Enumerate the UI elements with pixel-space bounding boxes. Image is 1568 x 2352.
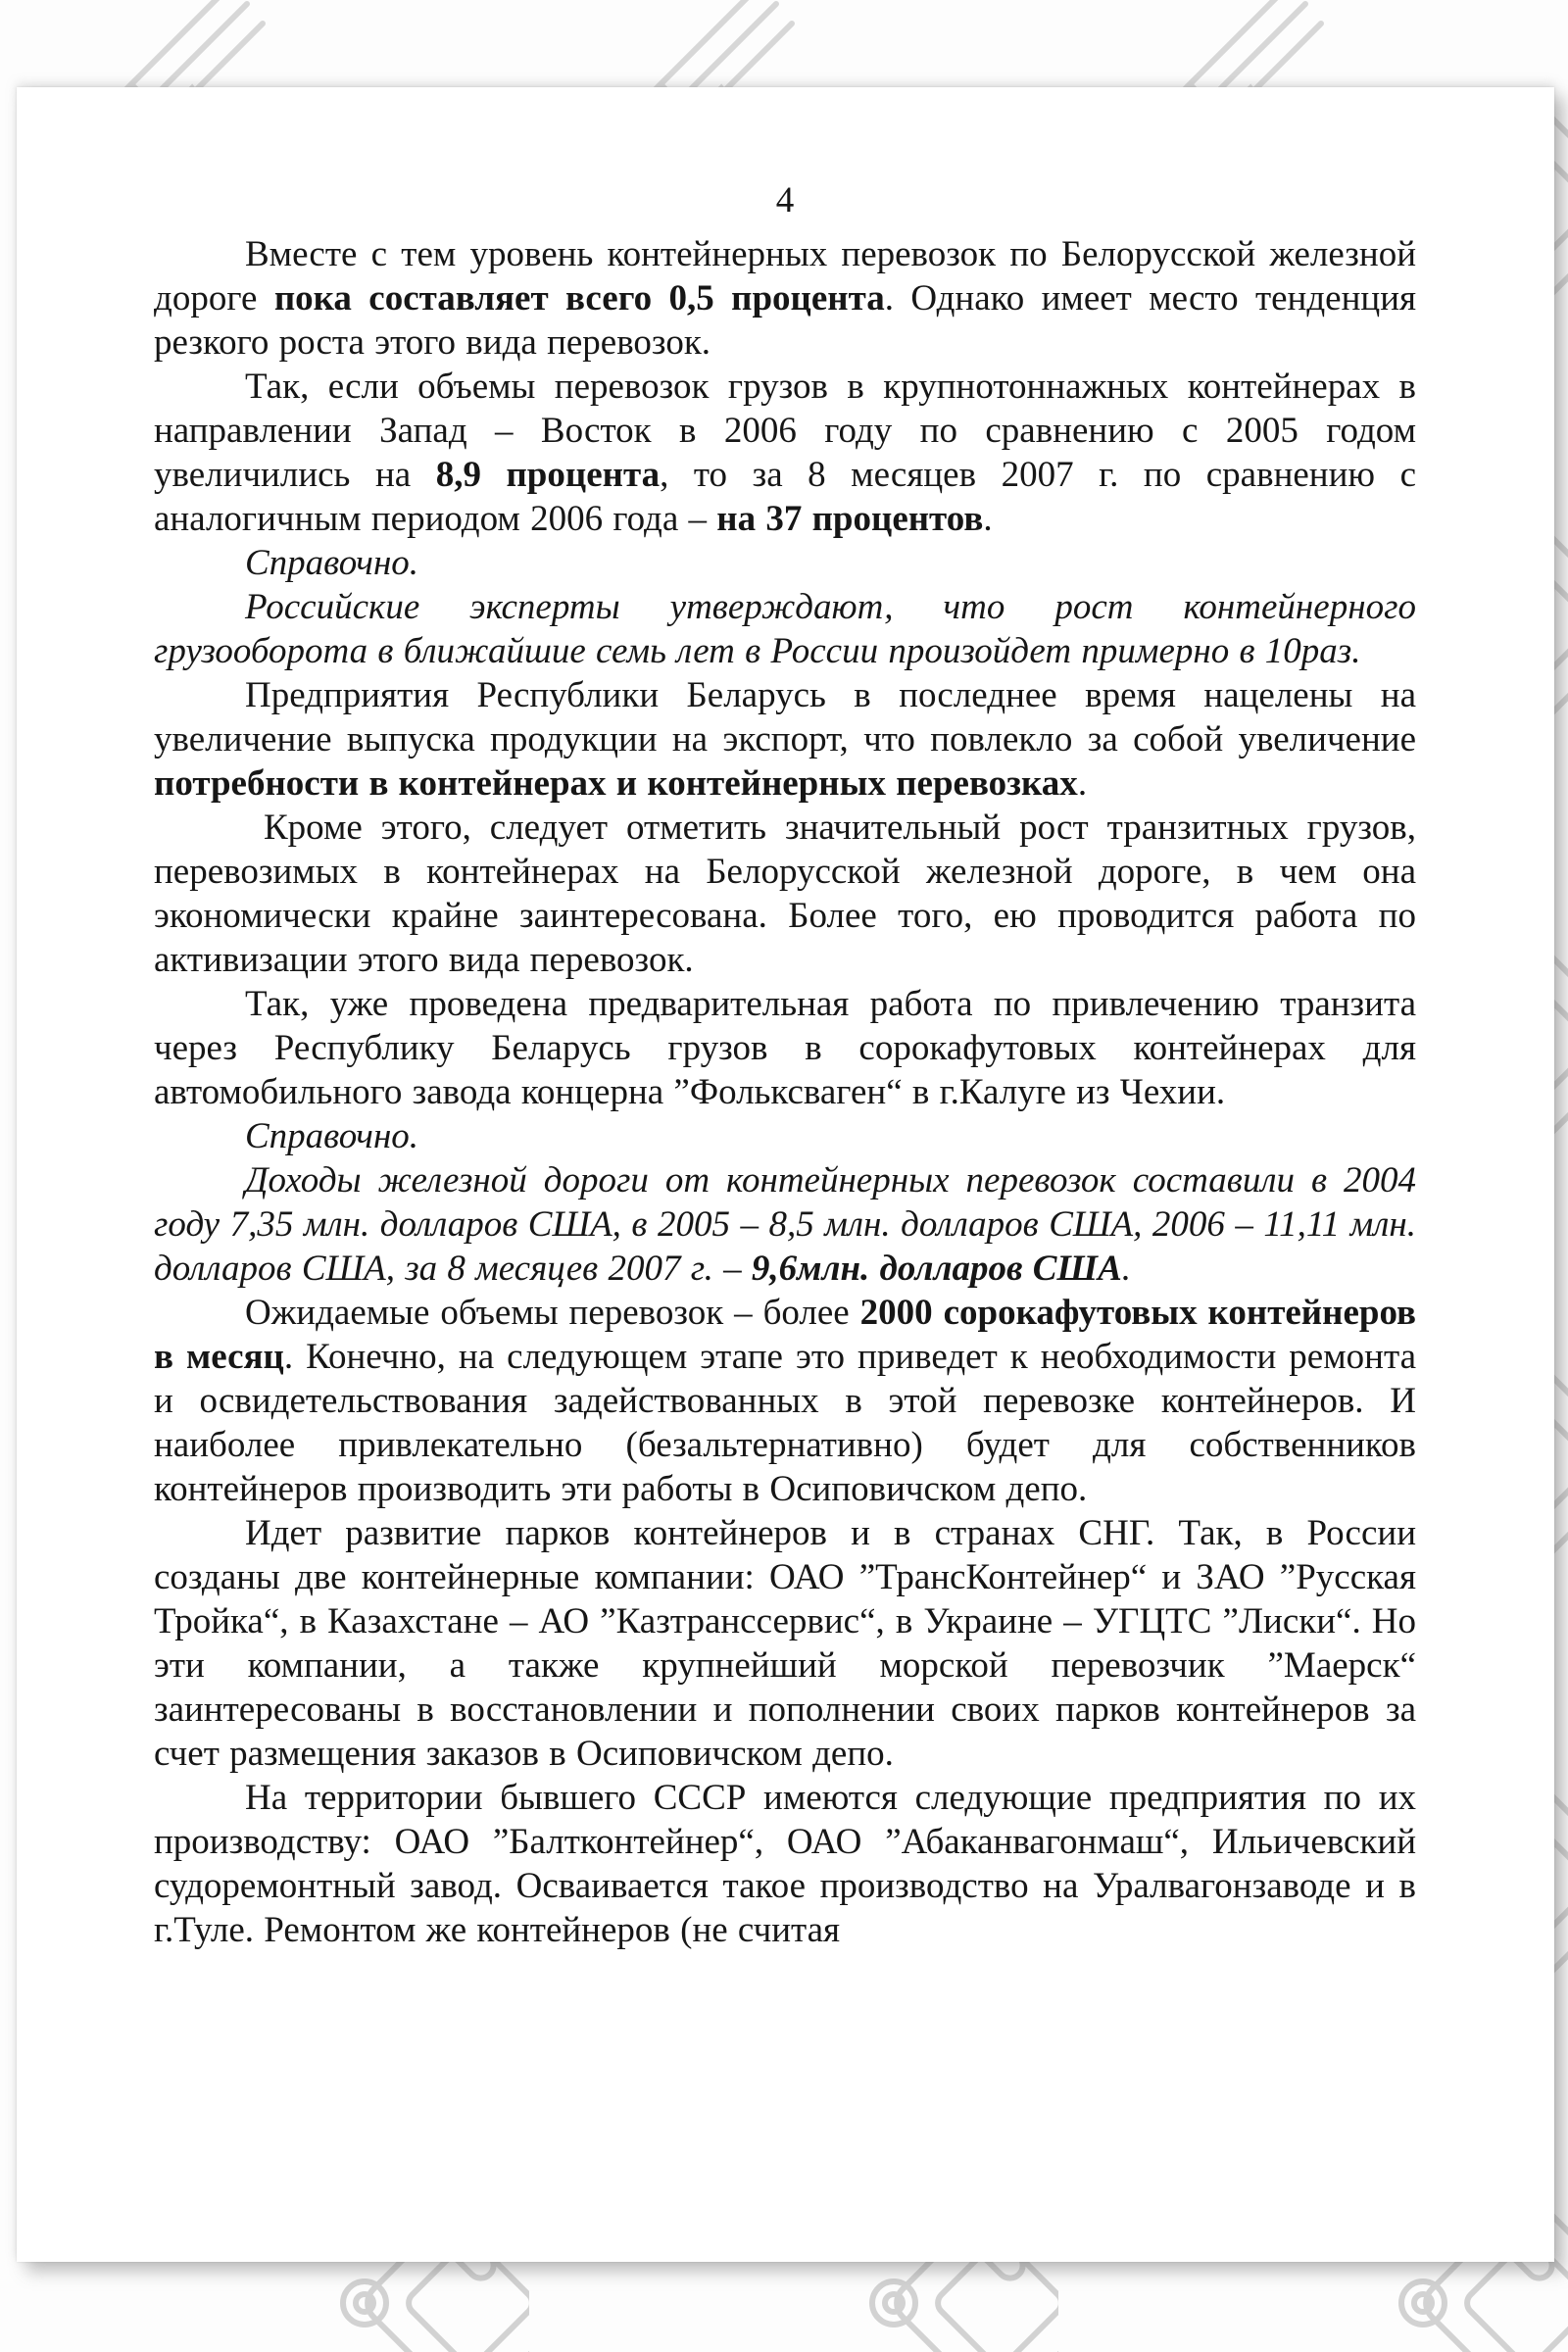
text-run: потребности в контейнерах и контейнерных перевозках (154, 763, 1078, 804)
text-run: пока составляет всего 0,5 процента (273, 278, 885, 318)
text-run: на 37 процентов (716, 499, 984, 539)
paragraph (154, 1511, 1416, 1776)
text-run: Идет развитие парков контейнеров и в странах СНГ. Так, в России созданы две контейнерные компании: ОАО ”ТрансКонтейнер“ и ЗАО ”Русская Тройка“, в Казахстане – АО ”Казтранссервис“, в Украине – УГЦТС ”Лиски“. Но эти компании, а также крупнейший морской перевозчик ”Маерск“ заинтересованы в восстановлении и пополнении своих парков контейнеров за счет размещения заказов в Осиповичском депо. (154, 1513, 1416, 1774)
text-run: . (1077, 763, 1088, 804)
text-run: 2000 сорокафутовых контейнеров в месяц (154, 1293, 1417, 1377)
paragraph (154, 365, 1416, 541)
text-run: Справочно. (245, 543, 419, 583)
text-run: На территории бывшего СССР имеются следующие предприятия по их производству: ОАО ”Балтконтейнер“, ОАО ”Абаканвагонмаш“, Ильичевский судоремонтный завод. Осваивается такое производство на Уралвагонзаводе и в г.Туле. Ремонтом же контейнеров (не считая (154, 1778, 1416, 1950)
page-content (154, 87, 1416, 1952)
text-run: Ожидаемые объемы перевозок – более (245, 1293, 860, 1333)
text-run: 8,9 процента (435, 455, 661, 495)
text-run: Предприятия Республики Беларусь в последнее время нацелены на увеличение выпуска продукции на экспорт, что повлекло за собой увеличение (154, 675, 1416, 760)
paragraph (154, 232, 1416, 365)
text-run: . (1121, 1249, 1131, 1289)
text-run: Справочно. (245, 1116, 419, 1156)
text-run: Доходы железной дороги от контейнерных перевозок составили в 2004 году 7,35 млн. долларов США, в 2005 – 8,5 млн. долларов США, 2006 – 11,11 млн. долларов США, за 8 месяцев 2007 г. – (154, 1160, 1416, 1289)
text-run: 9,6млн. долларов США (751, 1249, 1122, 1289)
paragraph (154, 673, 1416, 806)
paragraph (154, 1114, 1416, 1158)
text-run: . (983, 499, 993, 539)
page-number: 4 (775, 180, 795, 220)
paragraph (154, 982, 1416, 1114)
paragraph (154, 1158, 1416, 1291)
text-run: Кроме этого, следует отметить значительный рост транзитных грузов, перевозимых в контейнерах на Белорусской железной дороге, в чем она экономически крайне заинтересована. Более того, ею проводится работа по активизации этого вида перевозок. (154, 808, 1416, 980)
paragraph (154, 1291, 1416, 1511)
document-body (154, 232, 1416, 1952)
text-run: . Конечно, на следующем этапе это приведет к необходимости ремонта и освидетельствования задействованных в этой перевозке контейнеров. И наиболее привлекательно (безальтернативно) будет для собственников контейнеров производить эти работы в Осиповичском депо. (154, 1337, 1416, 1509)
paragraph (154, 1776, 1416, 1952)
text-run: Российские эксперты утверждают, что рост контейнерного грузооборота в ближайшие семь лет в России произойдет примерно в 10раз. (154, 587, 1416, 671)
paragraph (154, 806, 1416, 982)
document-page (17, 87, 1554, 2262)
text-run: Так, уже проведена предварительная работа по привлечению транзита через Республику Беларусь грузов в сорокафутовых контейнерах для автомобильного завода концерна ”Фольксваген“ в г.Калуге из Чехии. (154, 984, 1416, 1112)
text-run: Так, если объемы перевозок грузов в крупнотоннажных контейнерах в направлении Запад – Восток в 2006 году по сравнению с 2005 годом увеличились на (154, 367, 1416, 495)
paragraph (154, 585, 1416, 673)
text-run: Вместе с тем уровень контейнерных перевозок по Белорусской железной дороге (154, 234, 1416, 318)
paragraph (154, 541, 1416, 585)
text-run: . Однако имеет место тенденция резкого роста этого вида перевозок. (154, 278, 1417, 363)
text-run: , то за 8 месяцев 2007 г. по сравнению с аналогичным периодом 2006 года – (154, 455, 1416, 539)
